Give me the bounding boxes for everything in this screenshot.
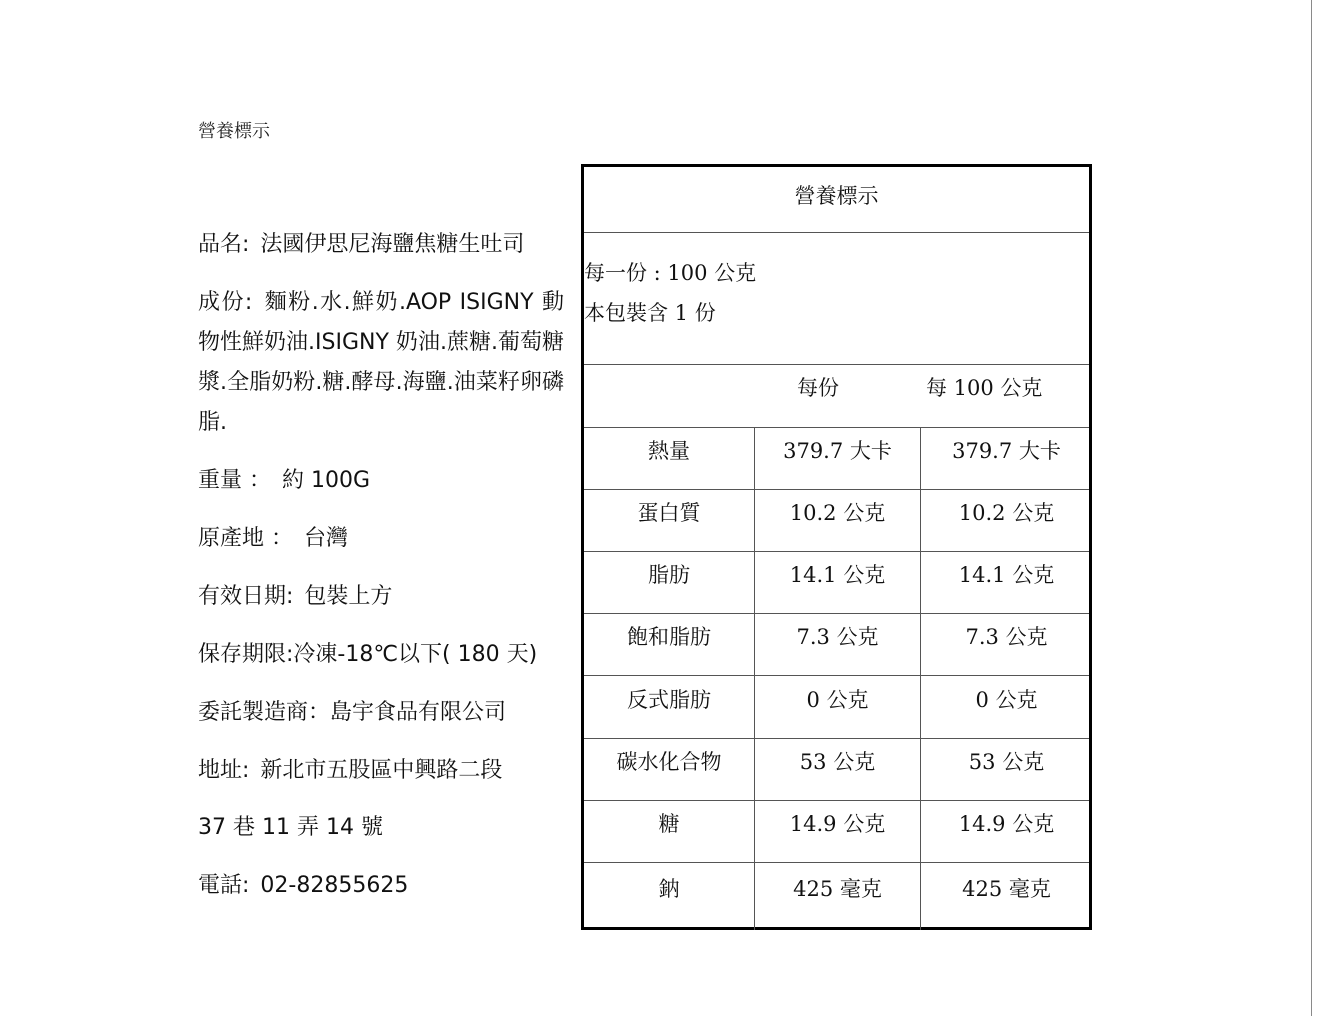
nutrient-per-serving: 0 公克 <box>806 688 869 712</box>
nutrient-per-serving: 379.7 大卡 <box>783 439 892 463</box>
nutrient-name: 鈉 <box>658 877 680 901</box>
phone-line <box>198 866 564 906</box>
product-name-value: 法國伊思尼海鹽焦糖生吐司 <box>260 232 525 257</box>
phone-label: 電話: <box>198 873 250 898</box>
nutrient-name: 蛋白質 <box>637 501 701 525</box>
ingredients-label: 成份: <box>198 290 253 315</box>
page-edge-rule <box>1311 0 1312 1016</box>
table-rule <box>584 862 1089 863</box>
address-value-line1: 新北市五股區中興路二段 <box>260 758 503 783</box>
nutrient-per-serving: 14.1 公克 <box>789 563 886 587</box>
shelf-life-label: 保存期限: <box>198 642 294 667</box>
nutrient-name: 飽和脂肪 <box>627 625 711 649</box>
table-rule <box>584 232 1089 233</box>
serving-info <box>584 253 756 333</box>
manufacturer-line <box>198 693 564 733</box>
table-rule <box>584 427 1089 428</box>
table-rule <box>584 489 1089 490</box>
weight-line <box>198 461 564 501</box>
expiry-label: 有效日期: <box>198 584 294 609</box>
address-line-2 <box>198 808 564 848</box>
manufacturer-value: 島宇食品有限公司 <box>330 700 507 725</box>
nutrient-per-serving: 425 毫克 <box>793 877 882 901</box>
manufacturer-label: 委託製造商： <box>198 700 331 725</box>
nutrient-name: 脂肪 <box>648 563 690 587</box>
nutrient-per-serving: 7.3 公克 <box>796 625 879 649</box>
nutrient-name: 反式脂肪 <box>627 688 711 712</box>
column-header-per-serving: 每份 <box>797 376 839 400</box>
nutrient-per-100g: 0 公克 <box>975 688 1038 712</box>
nutrient-per-100g: 10.2 公克 <box>958 501 1055 525</box>
table-rule <box>584 738 1089 739</box>
shelf-life-line <box>198 635 564 675</box>
column-header-per-100g: 每 100 公克 <box>926 376 1043 400</box>
origin-value: 台灣 <box>304 526 349 551</box>
ingredients-value: 麵粉.水.鮮奶.AOP ISIGNY 動物性鮮奶油.ISIGNY 奶油.蔗糖.葡萄糖漿.全脂奶粉.糖.酵母.海鹽.油菜籽卵磷脂. <box>198 290 564 435</box>
address-line-1 <box>198 751 564 791</box>
nutrient-per-100g: 14.9 公克 <box>958 812 1055 836</box>
product-name-label: 品名: <box>198 232 250 257</box>
address-label: 地址: <box>198 758 250 783</box>
nutrient-per-100g: 14.1 公克 <box>958 563 1055 587</box>
phone-value: 02-82855625 <box>260 873 409 898</box>
table-rule <box>584 551 1089 552</box>
nutrition-title: 營養標示 <box>794 184 879 208</box>
serving-size: 每一份 : 100 公克 <box>584 261 757 285</box>
nutrient-per-100g: 425 毫克 <box>962 877 1051 901</box>
nutrient-name: 碳水化合物 <box>616 750 722 774</box>
nutrient-per-serving: 10.2 公克 <box>789 501 886 525</box>
expiry-value: 包裝上方 <box>304 584 393 609</box>
product-name-line <box>198 225 564 265</box>
weight-value: 約 100G <box>282 468 371 493</box>
address-value-line2: 37 巷 11 弄 14 號 <box>198 815 383 840</box>
expiry-line <box>198 577 564 617</box>
nutrient-per-100g: 379.7 大卡 <box>952 439 1061 463</box>
page-header: 營養標示 <box>198 121 270 142</box>
origin-line <box>198 519 564 559</box>
nutrient-per-serving: 14.9 公克 <box>789 812 886 836</box>
table-rule <box>584 613 1089 614</box>
nutrient-per-serving: 53 公克 <box>799 750 876 774</box>
shelf-life-value: 冷凍-18℃以下( 180 天) <box>293 642 538 667</box>
nutrient-name: 糖 <box>658 812 680 836</box>
nutrient-per-100g: 53 公克 <box>968 750 1045 774</box>
nutrient-per-100g: 7.3 公克 <box>965 625 1048 649</box>
nutrition-table <box>581 164 1092 930</box>
ingredients-block <box>198 283 564 443</box>
weight-label: 重量 ： <box>198 468 271 493</box>
nutrient-name: 熱量 <box>648 439 690 463</box>
table-rule <box>584 364 1089 365</box>
origin-label: 原產地 ： <box>198 526 293 551</box>
table-rule <box>584 675 1089 676</box>
servings-per-package: 本包裝含 1 份 <box>584 301 716 325</box>
table-rule <box>584 800 1089 801</box>
